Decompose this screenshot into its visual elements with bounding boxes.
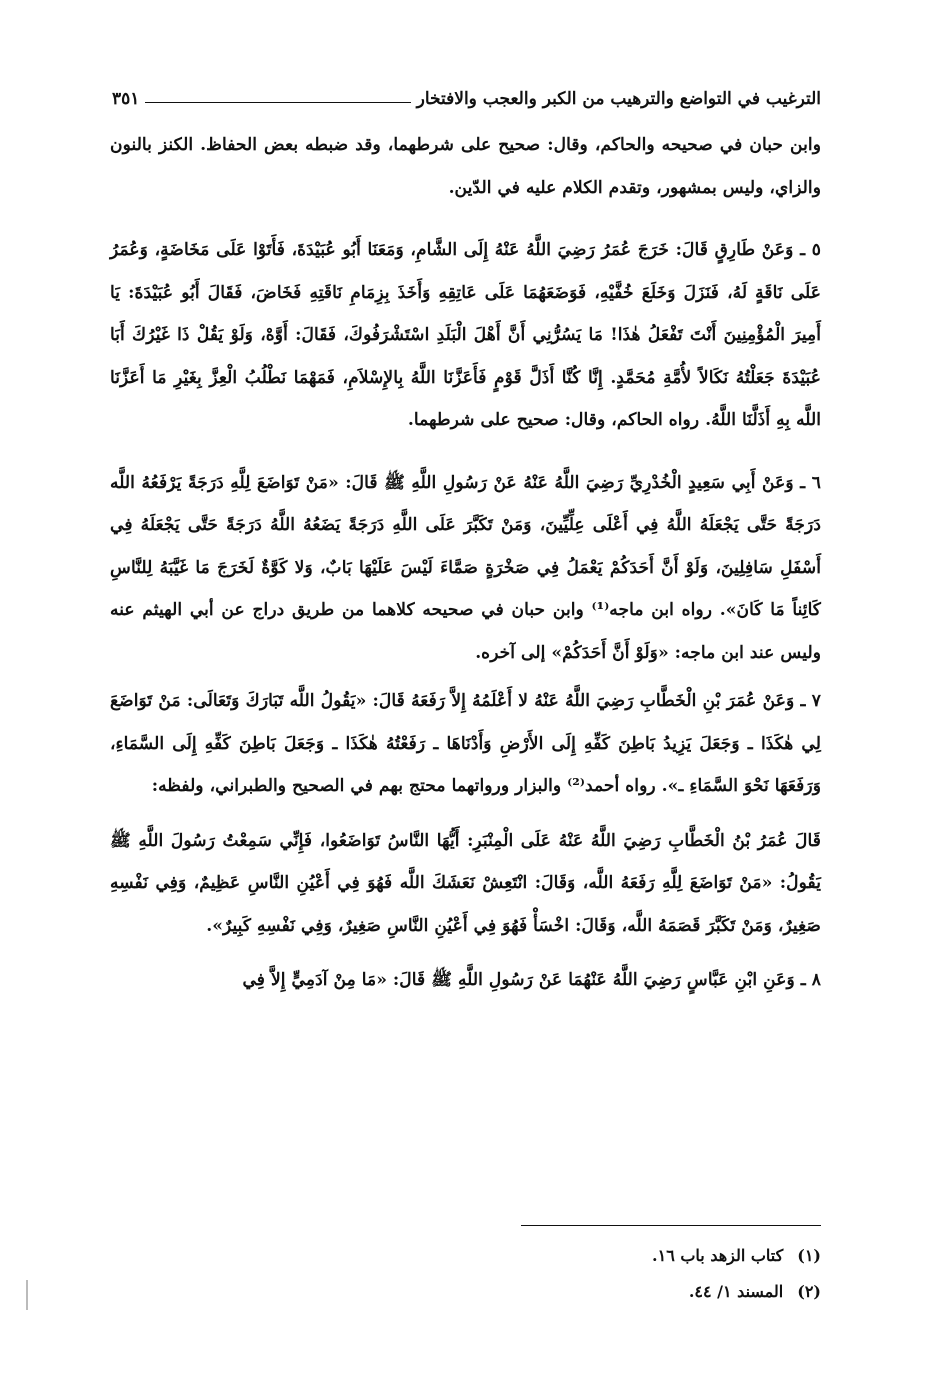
hadith-8: ٨ ـ وَعَنِ ابْنِ عَبَّاسٍ رَضِيَ اللَّهُ عَنْهُمَا عَنْ رَسُولِ اللَّهِ ﷺ قَالَ: «مَا مِنْ آدَمِيٍّ إِلاَّ فِي [242, 970, 821, 990]
scan-margin-mark [26, 1280, 28, 1310]
hadith-6: ٦ ـ وَعَنْ أَبِي سَعِيدٍ الْخُدْرِيِّ رَضِيَ اللَّهُ عَنْهُ عَنْ رَسُولِ اللَّهِ ﷺ قَالَ: «مَنْ تَوَاضَعَ لِلَّهِ دَرَجَةً يَرْفَعُهُ اللَّه دَرَجَةً حَتَّى يَجْعَلَهُ اللَّهُ فِي أَعْلَى عِلِّيِّينَ، وَمَنْ تَكَبَّرَ عَلَى اللَّهِ دَرَجَةً يَضَعُهُ اللَّهُ دَرَجَةً حَتَّى يَجْعَلَهُ فِي أَسْفَلِ سَافِلِينَ، وَلَوْ أَنَّ أَحَدَكُمْ يَعْمَلُ فِي صَخْرَةٍ صَمَّاءَ لَيْسَ عَلَيْهَا بَابٌ، وَلا كَوَّةٌ لَخَرَجَ مَا غَيَّبَهُ لِلنَّاسِ كَائِناً مَا كَانَ». رواه ابن ماجه⁽¹⁾ وابن حبان في صحيحه كلاهما من طريق دراج عن أبي الهيثم عنه وليس عند ابن ماجه: «وَلَوْ أَنَّ أَحَدَكُمْ» إلى آخره. [110, 472, 821, 663]
footnote-text: المسند ١/ ٤٤. [688, 1282, 784, 1301]
header-rule [145, 102, 410, 103]
page-number: ٣٥١ [112, 89, 140, 109]
footnote-text: كتاب الزهد باب ١٦. [652, 1246, 784, 1265]
footnotes [110, 1238, 821, 1310]
main-text [110, 124, 821, 1002]
hadith-7: ٧ ـ وَعَنْ عُمَرَ بْنِ الْخَطَّابِ رَضِيَ اللَّهُ عَنْهُ لا أَعْلَمُهُ إِلاَّ رَفَعَهُ قَالَ: «يَقُولُ اللَّه تَبَارَكَ وَتَعَالَى: مَنْ تَوَاضَعَ لِي هٰكَذَا ـ وَجَعَلَ يَزِيدُ بَاطِنَ كَفِّهِ إِلَى الأَرْضِ وَأَدْنَاهَا ـ رَفَعْتُهُ هٰكَذَا ـ وَجَعَلَ بَاطِنَ كَفِّهِ إِلَى السَّمَاءِ، وَرَفَعَهَا نَحْوَ السَّمَاءِ ـ». رواه أحمد⁽²⁾ والبزار ورواتهما محتج بهم في الصحيح والطبراني، ولفظه: [110, 691, 821, 796]
footnote-marker: (٢) [797, 1282, 821, 1301]
paragraph-gap [110, 947, 821, 959]
running-header [112, 84, 821, 114]
footnote-separator [521, 1225, 821, 1226]
hadith-5: ٥ ـ وَعَنْ طَارِقٍ قَالَ: خَرَجَ عُمَرُ رَضِيَ اللَّهُ عَنْهُ إِلَى الشَّامِ، وَمَعَنَا أَبُو عُبَيْدَةَ، فَأَتَوْا عَلَى مَخَاضَةٍ، وَعُمَرُ عَلَى نَاقَةٍ لَهُ، فَنَزَلَ وَخَلَعَ خُفَّيْهِ، فَوَضَعَهُمَا عَلَى عَاتِقِهِ وَأَخَذَ بِزِمَامِ نَاقَتِهِ فَخَاضَ، فَقَالَ أَبُو عُبَيْدَةَ: يَا أَمِيرَ الْمُؤْمِنِينَ أَنْتَ تَفْعَلُ هٰذَا! مَا يَسُرُّنِي أَنَّ أَهْلَ الْبَلَدِ اسْتَشْرَفُوكَ، فَقَالَ: أَوَّهْ، وَلَوْ يَقُلْ ذَا غَيْرُكَ أَبَا عُبَيْدَةَ جَعَلْتُهُ نَكَالاً لأُمَّةِ مُحَمَّدٍ. إِنَّا كُنَّا أَذَلَّ قَوْمٍ فَأَعَزَّنَا اللَّهُ بِالإِسْلاَمِ، فَمَهْمَا نَطْلُبُ الْعِزَّ بِغَيْرِ مَا أَعَزَّنَا اللَّه بِهِ أَذَلَّنَا اللَّهُ. رواه الحاكم، وقال: صحيح على شرطهما. [110, 240, 821, 430]
footnote [110, 1274, 821, 1310]
paragraph-gap [110, 209, 821, 229]
hadith-7-variant: قَالَ عُمَرُ بْنُ الْخَطَّابِ رَضِيَ اللَّهُ عَنْهُ عَلَى الْمِنْبَرِ: أَيُّهَا النَّاسُ تَوَاضَعُوا، فَإِنِّي سَمِعْتُ رَسُولَ اللَّهِ ﷺ يَقُولُ: «مَنْ تَوَاضَعَ لِلَّهِ رَفَعَهُ اللَّه، وَقَالَ: انْتَعِشْ نَعَشَكَ اللَّه فَهُوَ فِي أَعْيُنِ النَّاسِ عَظِيمٌ، وَفِي نَفْسِهِ صَغِيرٌ، وَمَنْ تَكَبَّرَ قَصَمَهُ اللَّه، وَقَالَ: اخْسَأْ فَهُوَ فِي أَعْيُنِ النَّاسِ صَغِيرٌ، وَفِي نَفْسِهِ كَبِيرٌ». [110, 830, 821, 936]
footnote-marker: (١) [797, 1246, 821, 1265]
paragraph-gap [110, 808, 821, 820]
paragraph-gap [110, 442, 821, 462]
footnote [110, 1238, 821, 1274]
chapter-title: الترغيب في التواضع والترهيب من الكبر والعجب والافتخار [416, 89, 821, 109]
paragraph: وابن حبان في صحيحه والحاكم، وقال: صحيح على شرطهما، وقد ضبطه بعض الحفاظ. الكنز بالنون والزاي، وليس بمشهور، وتقدم الكلام عليه في الدّين. [110, 135, 821, 198]
